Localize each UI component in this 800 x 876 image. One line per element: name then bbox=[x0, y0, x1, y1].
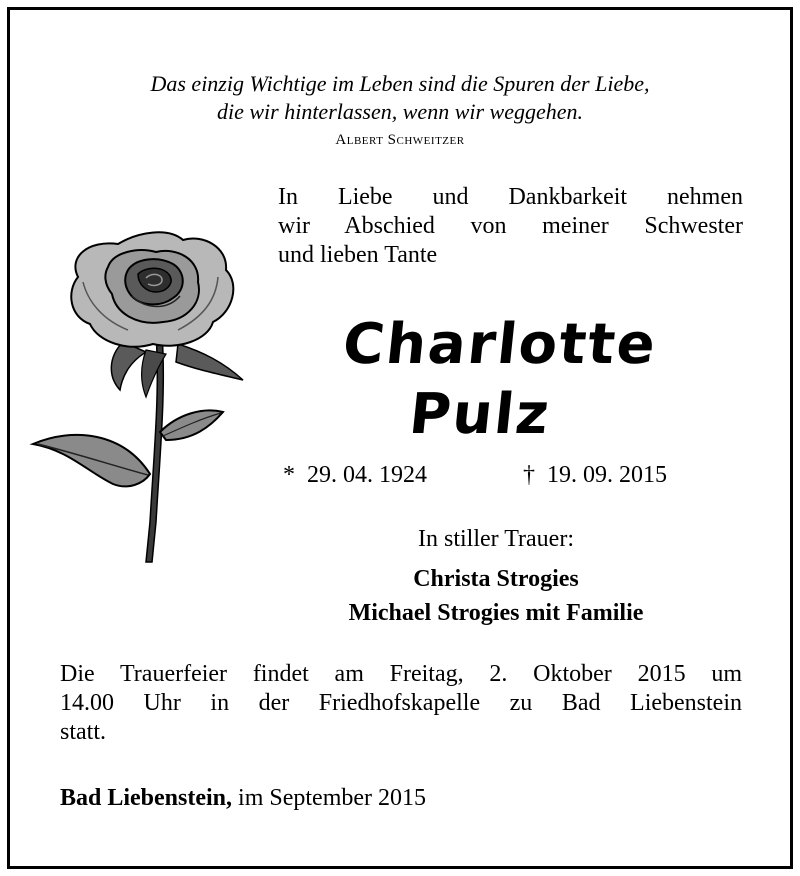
birth-date-value: 29. 04. 1924 bbox=[307, 462, 427, 488]
death-symbol: † bbox=[523, 462, 535, 488]
quote-line-2: die wir hinterlassen, wenn wir weggehen. bbox=[216, 99, 584, 124]
intro-line-2: wir Abschied von meiner Schwester bbox=[278, 213, 743, 239]
mourner-name-2: Michael Strogies mit Familie bbox=[348, 600, 644, 626]
quote-author: Albert Schweitzer bbox=[335, 132, 465, 148]
funeral-line-2: 14.00 Uhr in der Friedhofskapelle zu Bad Liebenstein bbox=[60, 690, 742, 716]
mourner-name-1: Christa Strogies bbox=[413, 566, 579, 592]
intro-text bbox=[278, 183, 743, 270]
deceased-first-name: Charlotte bbox=[339, 312, 661, 377]
closing-place: Bad Liebenstein, bbox=[60, 785, 233, 811]
closing-date: im September 2015 bbox=[238, 785, 426, 811]
quote-line-1: Das einzig Wichtige im Leben sind die Spuren der Liebe, bbox=[150, 71, 650, 96]
birth-date bbox=[283, 462, 427, 489]
closing bbox=[60, 785, 426, 812]
death-date bbox=[523, 462, 667, 489]
death-date-value: 19. 09. 2015 bbox=[547, 462, 667, 488]
funeral-info bbox=[60, 660, 742, 747]
mourners-label: In stiller Trauer: bbox=[418, 526, 574, 552]
funeral-line-3: statt. bbox=[60, 719, 106, 745]
rose-illustration bbox=[28, 222, 258, 567]
quote bbox=[0, 70, 800, 126]
deceased-last-name: Pulz bbox=[406, 382, 554, 447]
birth-symbol: * bbox=[283, 462, 295, 488]
funeral-line-1: Die Trauerfeier findet am Freitag, 2. Oktober 2015 um bbox=[60, 661, 742, 687]
intro-line-3: und lieben Tante bbox=[278, 242, 438, 268]
intro-line-1: In Liebe und Dankbarkeit nehmen bbox=[278, 184, 743, 210]
